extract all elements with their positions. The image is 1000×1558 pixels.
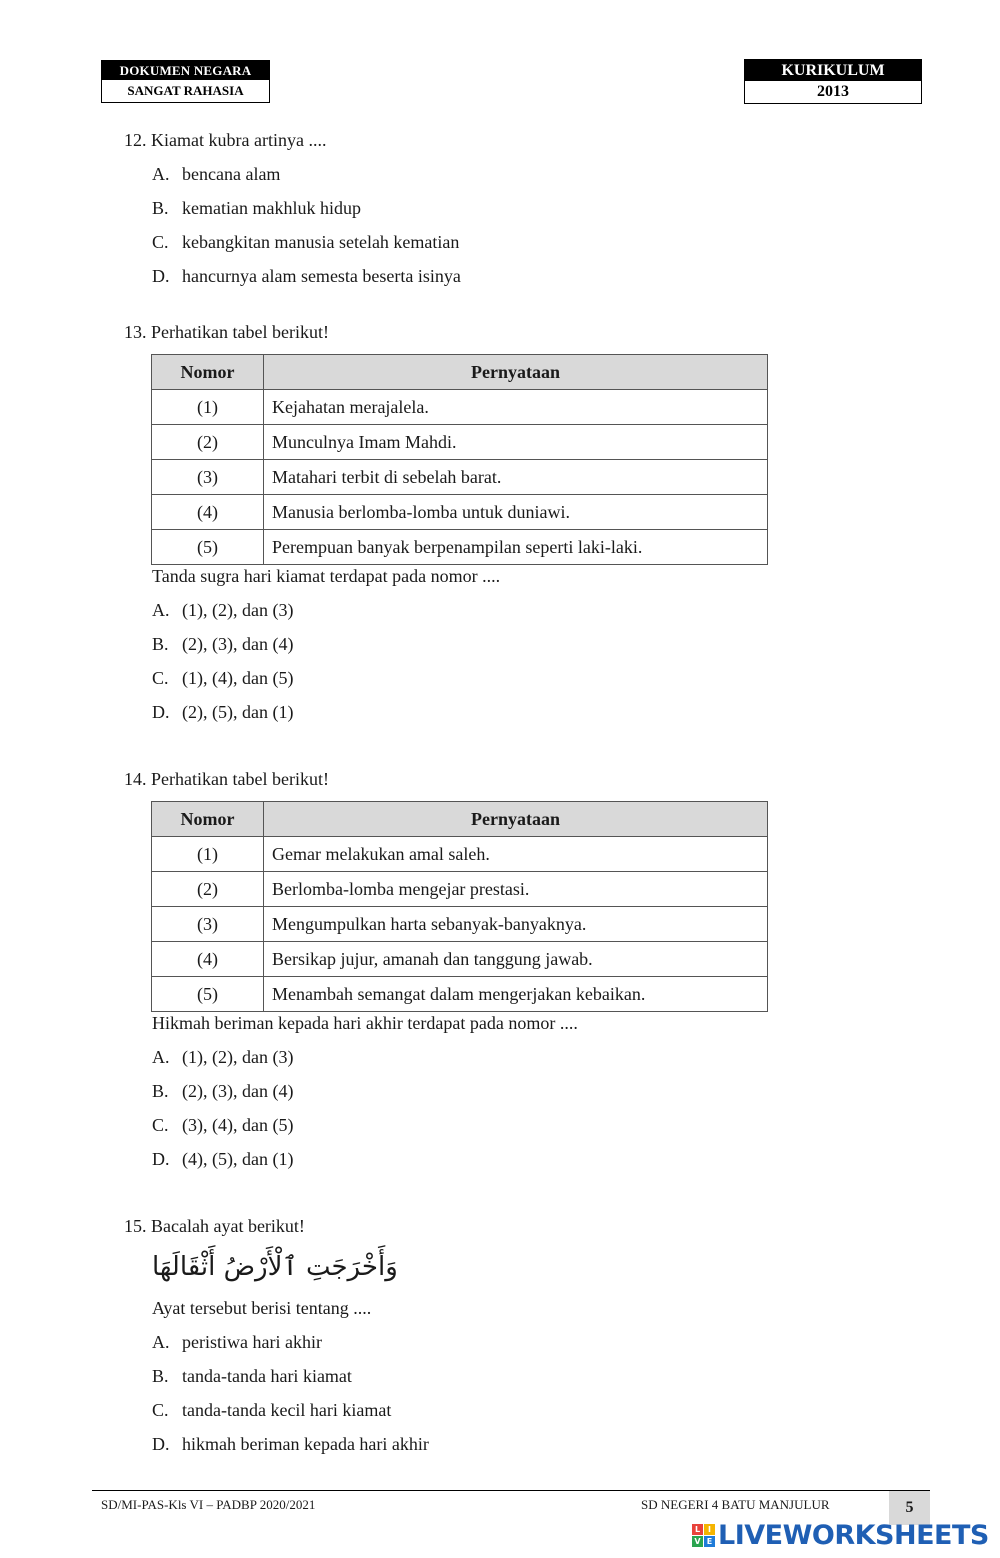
table-row: [152, 390, 768, 425]
logo-square: V: [692, 1536, 703, 1547]
table-cell-number: (5): [152, 530, 264, 565]
option-letter: C.: [152, 232, 169, 252]
q14-option-d[interactable]: [152, 1148, 293, 1170]
table-cell-statement: Perempuan banyak berpenampilan seperti laki-laki.: [264, 530, 768, 565]
question-text: Perhatikan tabel berikut!: [151, 769, 329, 789]
option-letter: B.: [152, 634, 169, 654]
question-number: 15.: [124, 1216, 147, 1236]
q14-statement-table: [151, 801, 768, 1012]
q14-question-stem: Hikmah beriman kepada hari akhir terdapat pada nomor ....: [152, 1013, 578, 1033]
q15-option-a[interactable]: [152, 1331, 322, 1353]
question-14: [124, 768, 329, 790]
logo-square: I: [704, 1524, 715, 1535]
option-text: (1), (2), dan (3): [182, 1047, 294, 1067]
table-cell-number: (4): [152, 495, 264, 530]
option-letter: D.: [152, 1149, 170, 1169]
q13-question-stem: Tanda sugra hari kiamat terdapat pada nomor ....: [152, 566, 501, 586]
table-cell-statement: Manusia berlomba-lomba untuk duniawi.: [264, 495, 768, 530]
liveworksheets-logo-icon: [692, 1524, 715, 1547]
quran-verse-arabic: وَأَخْرَجَتِ ٱلْأَرْضُ أَثْقَالَهَا: [152, 1252, 398, 1282]
table-row: [152, 460, 768, 495]
option-text: kebangkitan manusia setelah kematian: [182, 232, 460, 252]
question-number: 13.: [124, 322, 147, 342]
table-header-pernyataan: Pernyataan: [264, 802, 768, 837]
option-letter: B.: [152, 198, 169, 218]
q13-statement-table: [151, 354, 768, 565]
option-text: peristiwa hari akhir: [182, 1332, 322, 1352]
option-letter: B.: [152, 1366, 169, 1386]
footer-school-name: SD NEGERI 4 BATU MANJULUR: [641, 1497, 830, 1512]
q15-option-c[interactable]: [152, 1399, 391, 1421]
page-number: 5: [889, 1491, 930, 1525]
table-cell-number: (5): [152, 977, 264, 1012]
table-row: [152, 907, 768, 942]
footer-divider: [92, 1490, 930, 1491]
table-cell-number: (3): [152, 907, 264, 942]
table-header-pernyataan: Pernyataan: [264, 355, 768, 390]
table-header-row: [152, 355, 768, 390]
logo-square: L: [692, 1524, 703, 1535]
q13-option-b[interactable]: [152, 633, 293, 655]
table-cell-number: (4): [152, 942, 264, 977]
option-letter: A.: [152, 1332, 170, 1352]
option-text: kematian makhluk hidup: [182, 198, 361, 218]
option-letter: A.: [152, 164, 170, 184]
q14-option-b[interactable]: [152, 1080, 293, 1102]
option-text: hancurnya alam semesta beserta isinya: [182, 266, 461, 286]
table-row: [152, 530, 768, 565]
question-text: Perhatikan tabel berikut!: [151, 322, 329, 342]
option-letter: D.: [152, 702, 170, 722]
table-cell-statement: Gemar melakukan amal saleh.: [264, 837, 768, 872]
liveworksheets-watermark: [692, 1518, 989, 1552]
option-text: bencana alam: [182, 164, 281, 184]
table-cell-number: (1): [152, 390, 264, 425]
header-curriculum-label: KURIKULUM: [745, 60, 921, 81]
q14-option-a[interactable]: [152, 1046, 293, 1068]
header-curriculum-year: 2013: [745, 81, 921, 103]
q13-option-a[interactable]: [152, 599, 293, 621]
question-number: 12.: [124, 130, 147, 150]
logo-square: E: [704, 1536, 715, 1547]
q15-option-b[interactable]: [152, 1365, 352, 1387]
table-row: [152, 837, 768, 872]
q12-option-b[interactable]: [152, 197, 361, 219]
header-secrecy-label: SANGAT RAHASIA: [102, 80, 269, 102]
table-header-nomor: Nomor: [152, 802, 264, 837]
table-cell-statement: Kejahatan merajalela.: [264, 390, 768, 425]
liveworksheets-wordmark: LIVEWORKSHEETS: [718, 1519, 989, 1551]
option-text: tanda-tanda kecil hari kiamat: [182, 1400, 392, 1420]
q14-option-c[interactable]: [152, 1114, 293, 1136]
option-text: (2), (5), dan (1): [182, 702, 294, 722]
question-12: [124, 129, 326, 151]
option-text: tanda-tanda hari kiamat: [182, 1366, 352, 1386]
option-text: hikmah beriman kepada hari akhir: [182, 1434, 429, 1454]
table-cell-number: (1): [152, 837, 264, 872]
table-cell-statement: Munculnya Imam Mahdi.: [264, 425, 768, 460]
table-cell-statement: Mengumpulkan harta sebanyak-banyaknya.: [264, 907, 768, 942]
option-letter: C.: [152, 1400, 169, 1420]
q13-option-c[interactable]: [152, 667, 293, 689]
option-text: (4), (5), dan (1): [182, 1149, 294, 1169]
option-text: (1), (4), dan (5): [182, 668, 294, 688]
option-letter: D.: [152, 266, 170, 286]
table-cell-number: (3): [152, 460, 264, 495]
table-row: [152, 495, 768, 530]
table-cell-number: (2): [152, 425, 264, 460]
table-row: [152, 425, 768, 460]
header-curriculum-box: [744, 59, 922, 104]
option-text: (2), (3), dan (4): [182, 1081, 294, 1101]
footer-exam-code: SD/MI-PAS-Kls VI – PADBP 2020/2021: [101, 1497, 316, 1512]
q12-option-d[interactable]: [152, 265, 461, 287]
option-letter: C.: [152, 1115, 169, 1135]
option-text: (1), (2), dan (3): [182, 600, 294, 620]
table-row: [152, 872, 768, 907]
table-cell-statement: Bersikap jujur, amanah dan tanggung jawab.: [264, 942, 768, 977]
question-number: 14.: [124, 769, 147, 789]
q13-option-d[interactable]: [152, 701, 293, 723]
header-classification-box: [101, 60, 270, 103]
table-cell-number: (2): [152, 872, 264, 907]
table-cell-statement: Berlomba-lomba mengejar prestasi.: [264, 872, 768, 907]
table-cell-statement: Matahari terbit di sebelah barat.: [264, 460, 768, 495]
option-letter: A.: [152, 600, 170, 620]
question-text: Kiamat kubra artinya ....: [151, 130, 327, 150]
table-row: [152, 942, 768, 977]
header-document-label: DOKUMEN NEGARA: [102, 61, 269, 80]
question-15: [124, 1215, 305, 1237]
q12-option-a[interactable]: [152, 163, 280, 185]
table-row: [152, 977, 768, 1012]
option-letter: B.: [152, 1081, 169, 1101]
table-header-nomor: Nomor: [152, 355, 264, 390]
q15-option-d[interactable]: [152, 1433, 429, 1455]
question-text: Bacalah ayat berikut!: [151, 1216, 305, 1236]
option-text: (2), (3), dan (4): [182, 634, 294, 654]
q15-question-stem: Ayat tersebut berisi tentang ....: [152, 1298, 372, 1318]
option-letter: D.: [152, 1434, 170, 1454]
table-cell-statement: Menambah semangat dalam mengerjakan kebaikan.: [264, 977, 768, 1012]
question-13: [124, 321, 329, 343]
option-text: (3), (4), dan (5): [182, 1115, 294, 1135]
table-header-row: [152, 802, 768, 837]
option-letter: A.: [152, 1047, 170, 1067]
q12-option-c[interactable]: [152, 231, 459, 253]
option-letter: C.: [152, 668, 169, 688]
